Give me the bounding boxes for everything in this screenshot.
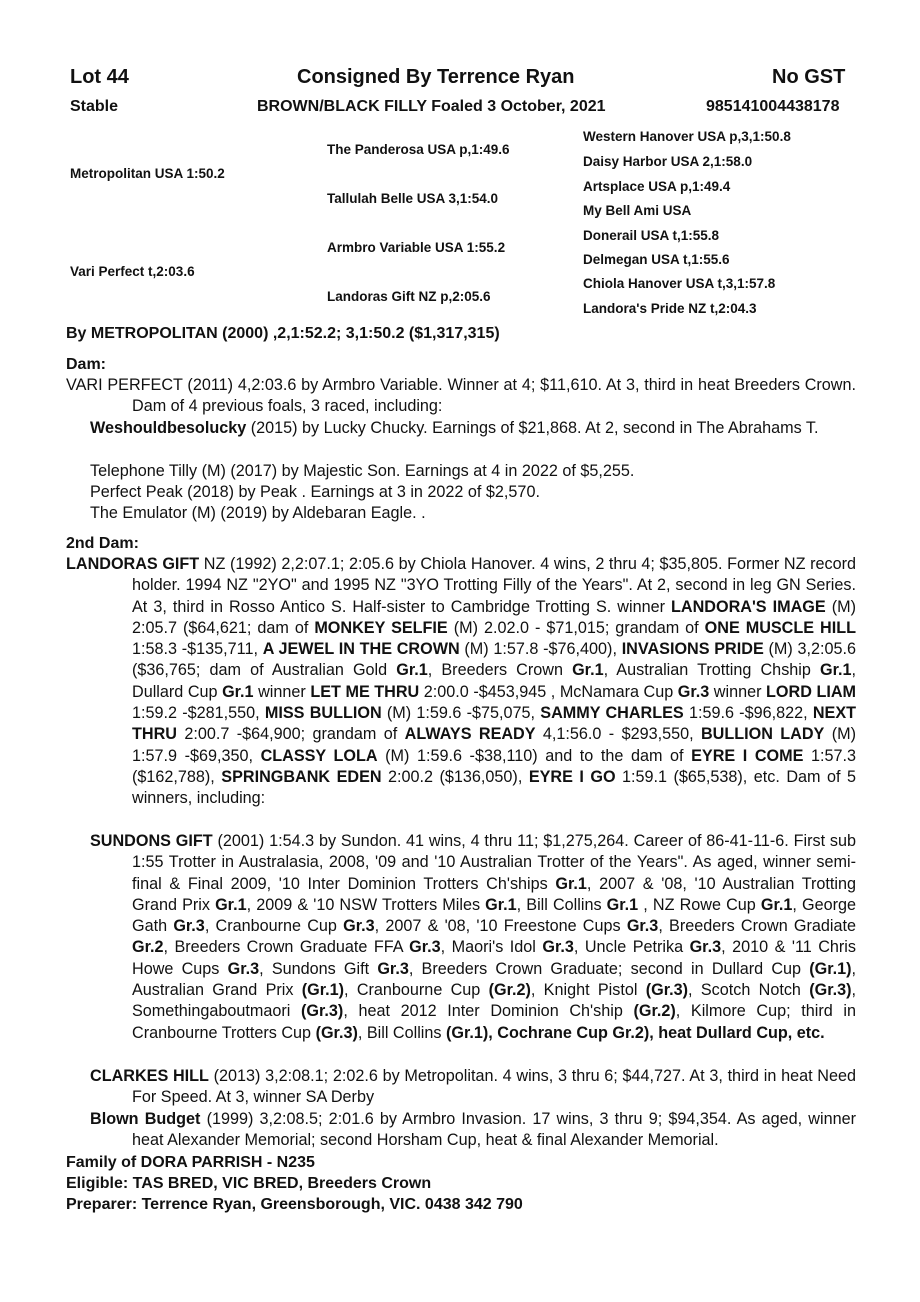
pedigree-g1: Western Hanover USA p,3,1:50.8 [583,129,791,144]
pedigree-sire-dam: Tallulah Belle USA 3,1:54.0 [327,191,499,206]
horse-name: CLARKES HILL [90,1067,209,1085]
horse-description: BROWN/BLACK FILLY Foaled 3 October, 2021 [257,98,606,115]
race-grade: Gr.1 [820,661,852,680]
race-grade: Gr.1 [215,895,247,914]
horse-name: INVASIONS PRIDE [621,640,764,659]
text-run: , Australian Grand Prix [132,959,857,1000]
text-run: (M) 1:57.8 -$76,400), [459,640,622,659]
text-run: NZ (1992) 2,2:07.1; 2:05.6 by Chiola Hanover. 4 wins, 2 thru 4; $35,805. Former NZ record holder. 1994 NZ "2YO" and 1995 NZ "3YO Trotting Filly of the Years". At 2, second in leg GN Series. At 3, third in Rosso Antico S. Half-sister to Cambridge Trotting S. winner [132,555,856,616]
race-grade: (Gr.1) [809,959,852,978]
progeny-entry-clarkes-hill [90,1066,856,1109]
text-run: , 2007 & '08, '10 Freestone Cups [374,917,627,936]
horse-name: LET ME THRU [310,682,420,701]
race-grade: Gr.3 [677,682,710,701]
text-run: (M) 1:59.6 -$75,075, [381,704,541,723]
text-run: , Cranbourne Cup [344,981,489,1000]
text-run: 4,1:56.0 - $293,550, [535,725,701,744]
race-grade: Gr.3 [377,959,409,978]
text-run: , 2009 & '10 NSW Trotters Miles [246,895,486,914]
text-run: , Kilmore Cup; third in Cranbourne Trotters Cup [132,1002,857,1042]
text-run: , Breeders Crown Graduate; second in Dullard Cup [408,959,810,978]
text-run: (M) 2.02.0 - $71,015; grandam of [447,618,705,637]
text-run: , Australian Trotting Chship [603,661,820,680]
sire-line: By METROPOLITAN (2000) ,2,1:52.2; 3,1:50.2 ($1,317,315) [66,325,500,342]
text-run: (M) 1:57.9 -$69,350, [132,725,856,765]
race-grade: (Gr.3) [301,1002,344,1021]
pedigree-sire-sire: The Panderosa USA p,1:49.6 [327,142,510,157]
horse-name: NEXT THRU [132,704,857,744]
text-run: winner [253,682,311,701]
text-run: 1:57.3 ($162,788), [132,746,856,786]
horse-name: A JEWEL IN THE CROWN [262,640,460,659]
horse-name: ONE MUSCLE HILL [704,618,857,637]
text-run: , Breeders Crown [427,661,573,680]
second-dam-entry [66,554,856,810]
microchip-number: 985141004438178 [706,98,840,115]
pedigree-g6: Delmegan USA t,1:55.6 [583,252,730,267]
text-run: , Sundons Gift [259,959,378,978]
race-grade: Gr.1 [572,661,604,680]
dam-text: VARI PERFECT (2011) 4,2:03.6 by Armbro Variable. Winner at 4; $11,610. At 3, third in heat Breeders Crown. Dam of 4 previous foals, 3 raced, including: [66,376,856,416]
dam-entry [66,375,856,418]
preparer-line: Preparer: Terrence Ryan, Greensborough, VIC. 0438 342 790 [66,1196,523,1213]
text-run: , Uncle Petrika [573,938,690,957]
race-grade: Gr.3 [626,917,659,936]
text-run: , Bill Collins [516,895,607,914]
race-grade: Gr.3 [689,938,722,957]
text-run: , NZ Rowe Cup [638,895,761,914]
text-run: (2001) 1:54.3 by Sundon. 41 wins, 4 thru 11; $1,275,264. Career of 86-41-11-6. First sub 1:55 Trotter in Australasia, 2008, '09 and '10 Australian Trotter of the Years". As aged, winner semi-final & Final 2009, '10 Inter Dominion Trotters Ch'ships [132,832,856,893]
text-run: , Breeders Crown Graduate FFA [163,938,410,957]
text-run: , 2010 & '11 Chris Howe Cups [132,938,856,978]
foal-entry-3: Perfect Peak (2018) by Peak . Earnings at 3 in 2022 of $2,570. [90,483,540,501]
pedigree-dam-dam: Landoras Gift NZ p,2:05.6 [327,289,491,304]
text-run: (M) 1:59.6 -$38,110) and to the dam of [377,746,692,765]
text-run: 2:00.0 -$453,945 , McNamara Cup [419,682,678,701]
pedigree-dam-sire: Armbro Variable USA 1:55.2 [327,240,506,255]
text-run: 2:00.7 -$64,900; grandam of [176,725,405,744]
pedigree-g2: Daisy Harbor USA 2,1:58.0 [583,154,753,169]
foal-1-name: Weshouldbesolucky [90,419,247,437]
gst-status: No GST [772,66,846,88]
foal-entry-1 [90,418,856,439]
text-run: 2:00.2 ($136,050), [381,767,529,786]
horse-name: LORD LIAM [766,682,857,701]
family-line: Family of DORA PARRISH - N235 [66,1154,315,1171]
text-run: , Dullard Cup [132,661,856,701]
text-run: , George Gath [132,895,856,936]
race-grade: (Gr.3) [315,1023,358,1042]
race-grade: Gr.2 [132,938,164,957]
text-run: , Knight Pistol [530,981,646,1000]
text-run: (1999) 3,2:08.5; 2:01.6 by Armbro Invasion. 17 wins, 3 thru 9; $94,354. As aged, winner heat Alexander Memorial; second Horsham Cup, heat & final Alexander Memorial. [132,1110,856,1150]
dam-label: Dam: [66,356,107,373]
horse-name: Blown Budget [90,1110,201,1128]
pedigree-g4: My Bell Ami USA [583,203,692,218]
text-run: 1:58.3 -$135,711, [132,640,263,659]
race-grade: Gr.3 [409,938,441,957]
horse-name: ALWAYS READY [404,725,536,744]
race-grade: (Gr.3) [645,981,689,1000]
race-grade: Gr.1 [606,895,639,914]
race-grade: Gr.1 [760,895,793,914]
text-run: winner [709,682,767,701]
horse-name: LANDORA'S IMAGE [671,597,826,616]
text-run: , Somethingaboutmaori [132,981,856,1021]
race-grade: (Gr.3) [809,981,852,1000]
horse-name: CLASSY LOLA [260,746,378,765]
text-run: , Maori's Idol [440,938,543,957]
race-grade: Gr.3 [227,959,260,978]
text-run: , Bill Collins [357,1023,446,1042]
text-run: , 2007 & '08, '10 Australian Trotting Grand Prix [132,874,856,914]
second-dam-label: 2nd Dam: [66,535,139,552]
foal-entry-4: The Emulator (M) (2019) by Aldebaran Eagle. . [90,504,426,522]
text-run: , Scotch Notch [688,981,810,1000]
race-grade: Gr.3 [173,917,205,936]
race-grade: Gr.1 [485,895,517,914]
race-grade: Gr.1 [222,682,254,701]
race-grade: (Gr.2) [633,1002,676,1021]
progeny-entry-sundons-gift [90,831,856,1044]
lot-number: Lot 44 [70,66,129,88]
text-run: 1:59.6 -$96,822, [683,704,813,723]
foal-1-text: (2015) by Lucky Chucky. Earnings of $21,868. At 2, second in The Abrahams T. [246,419,819,437]
pedigree-g3: Artsplace USA p,1:49.4 [583,179,731,194]
second-dam-name: LANDORAS GIFT [66,555,200,573]
horse-name: EYRE I GO [528,767,616,786]
text-run: , heat 2012 Inter Dominion Ch'ship [343,1002,634,1021]
horse-name: EYRE I COME [691,746,804,765]
horse-name: SAMMY CHARLES [540,704,684,723]
race-grade: (Gr.1), Cochrane Cup Gr.2), heat Dullard Cup, etc. [446,1023,825,1042]
horse-name: MONKEY SELFIE [314,618,448,637]
horse-name: MISS BULLION [264,704,382,723]
text-run: (M) 2:05.7 ($64,621; dam of [132,597,856,637]
race-grade: Gr.3 [542,938,574,957]
race-grade: (Gr.1) [301,981,345,1000]
race-grade: Gr.3 [343,917,375,936]
horse-name: BULLION LADY [700,725,825,744]
text-run: 1:59.2 -$281,550, [132,704,265,723]
pedigree-g5: Donerail USA t,1:55.8 [583,228,720,243]
horse-name: SUNDONS GIFT [90,832,213,850]
pedigree-g8: Landora's Pride NZ t,2:04.3 [583,301,757,316]
horse-name: SPRINGBANK EDEN [221,767,382,786]
text-run: , Breeders Crown Gradiate [658,917,856,936]
stable-label: Stable [70,98,119,115]
text-run: (M) 3,2:05.6 ($36,765; dam of Australian Gold [132,640,856,680]
pedigree-g7: Chiola Hanover USA t,3,1:57.8 [583,276,776,291]
pedigree-sire: Metropolitan USA 1:50.2 [70,166,225,181]
text-run: 1:59.1 ($65,538), etc. Dam of 5 winners, including: [132,767,856,808]
progeny-entry-blown-budget [90,1109,856,1152]
race-grade: (Gr.2) [488,981,531,1000]
eligible-line: Eligible: TAS BRED, VIC BRED, Breeders Crown [66,1175,432,1192]
pedigree-dam: Vari Perfect t,2:03.6 [70,264,195,279]
text-run: , Cranbourne Cup [204,917,344,936]
foal-entry-2: Telephone Tilly (M) (2017) by Majestic Son. Earnings at 4 in 2022 of $5,255. [90,462,635,480]
text-run: (2013) 3,2:08.1; 2:02.6 by Metropolitan. 4 wins, 3 thru 6; $44,727. At 3, third in heat Need For Speed. At 3, winner SA Derby [132,1067,856,1107]
race-grade: Gr.1 [396,661,428,680]
race-grade: Gr.1 [555,874,587,893]
consignor: Consigned By Terrence Ryan [297,66,575,88]
